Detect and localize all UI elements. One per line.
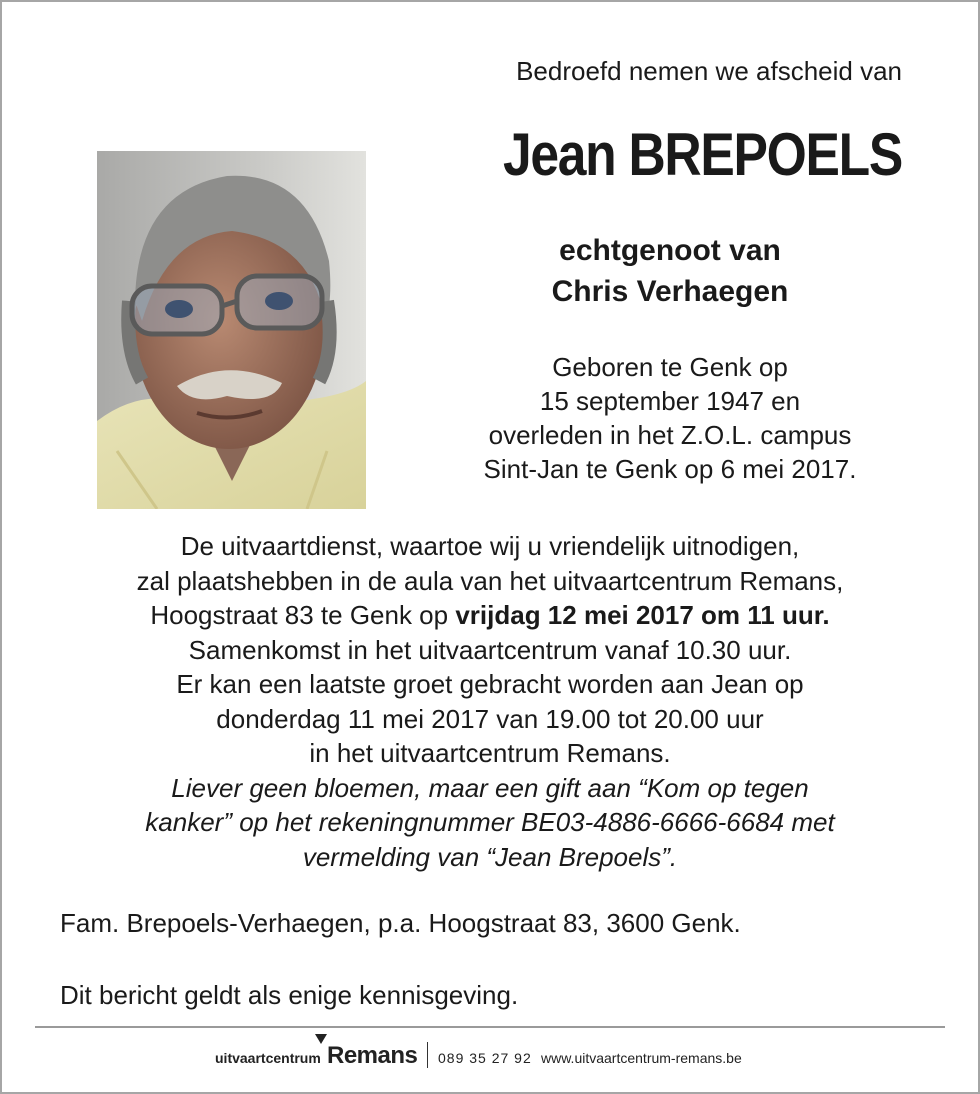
logo-triangle-icon xyxy=(315,1034,327,1044)
footer-brand-name: Remans xyxy=(327,1042,418,1069)
intro-text: Bedroefd nemen we afscheid van xyxy=(516,56,902,86)
footer xyxy=(0,1036,980,1076)
footer-divider xyxy=(35,1026,945,1028)
service-datetime: vrijdag 12 mei 2017 om 11 uur. xyxy=(455,600,830,630)
service-line: Er kan een laatste groet gebracht worden aan Jean op xyxy=(176,669,804,699)
donation-line: vermelding van “Jean Brepoels”. xyxy=(302,841,678,872)
service-line xyxy=(40,598,940,633)
deceased-name: Jean BREPOELS xyxy=(502,121,902,188)
service-address: Hoogstraat 83 te Genk op xyxy=(150,600,456,630)
service-line: zal plaatshebben in de aula van het uitvaartcentrum Remans, xyxy=(136,565,844,596)
footer-brand-small: uitvaartcentrum xyxy=(215,1050,321,1066)
footer-website: www.uitvaartcentrum-remans.be xyxy=(541,1050,742,1066)
service-line: in het uitvaartcentrum Remans. xyxy=(309,738,671,768)
donation-line: Liever geen bloemen, maar een gift aan “Kom op tegen xyxy=(171,772,809,803)
footer-phone: 089 35 27 92 xyxy=(438,1050,532,1066)
death-line: overleden in het Z.O.L. campus xyxy=(488,420,852,450)
service-line: Samenkomst in het uitvaartcentrum vanaf 10.30 uur. xyxy=(188,634,792,665)
service-line: donderdag 11 mei 2017 van 19.00 tot 20.00 uur xyxy=(216,703,764,734)
spouse-label: echtgenoot van xyxy=(559,234,781,267)
service-block xyxy=(40,529,940,874)
family-address: Fam. Brepoels-Verhaegen, p.a. Hoogstraat 83, 3600 Genk. xyxy=(60,908,741,938)
notice-text: Dit bericht geldt als enige kennisgeving. xyxy=(60,980,519,1010)
birth-line: 15 september 1947 en xyxy=(539,386,801,416)
donation-line: kanker” op het rekeningnummer BE03-4886-6666-6684 met xyxy=(145,807,835,837)
death-line: Sint-Jan te Genk op 6 mei 2017. xyxy=(483,454,857,484)
service-line: De uitvaartdienst, waartoe wij u vriendelijk uitnodigen, xyxy=(180,531,800,561)
birth-death-block xyxy=(420,350,920,486)
birth-line: Geboren te Genk op xyxy=(552,352,788,382)
spouse-block xyxy=(420,230,920,312)
footer-separator xyxy=(427,1042,428,1068)
portrait-photo xyxy=(97,151,366,509)
spouse-name: Chris Verhaegen xyxy=(551,275,789,308)
